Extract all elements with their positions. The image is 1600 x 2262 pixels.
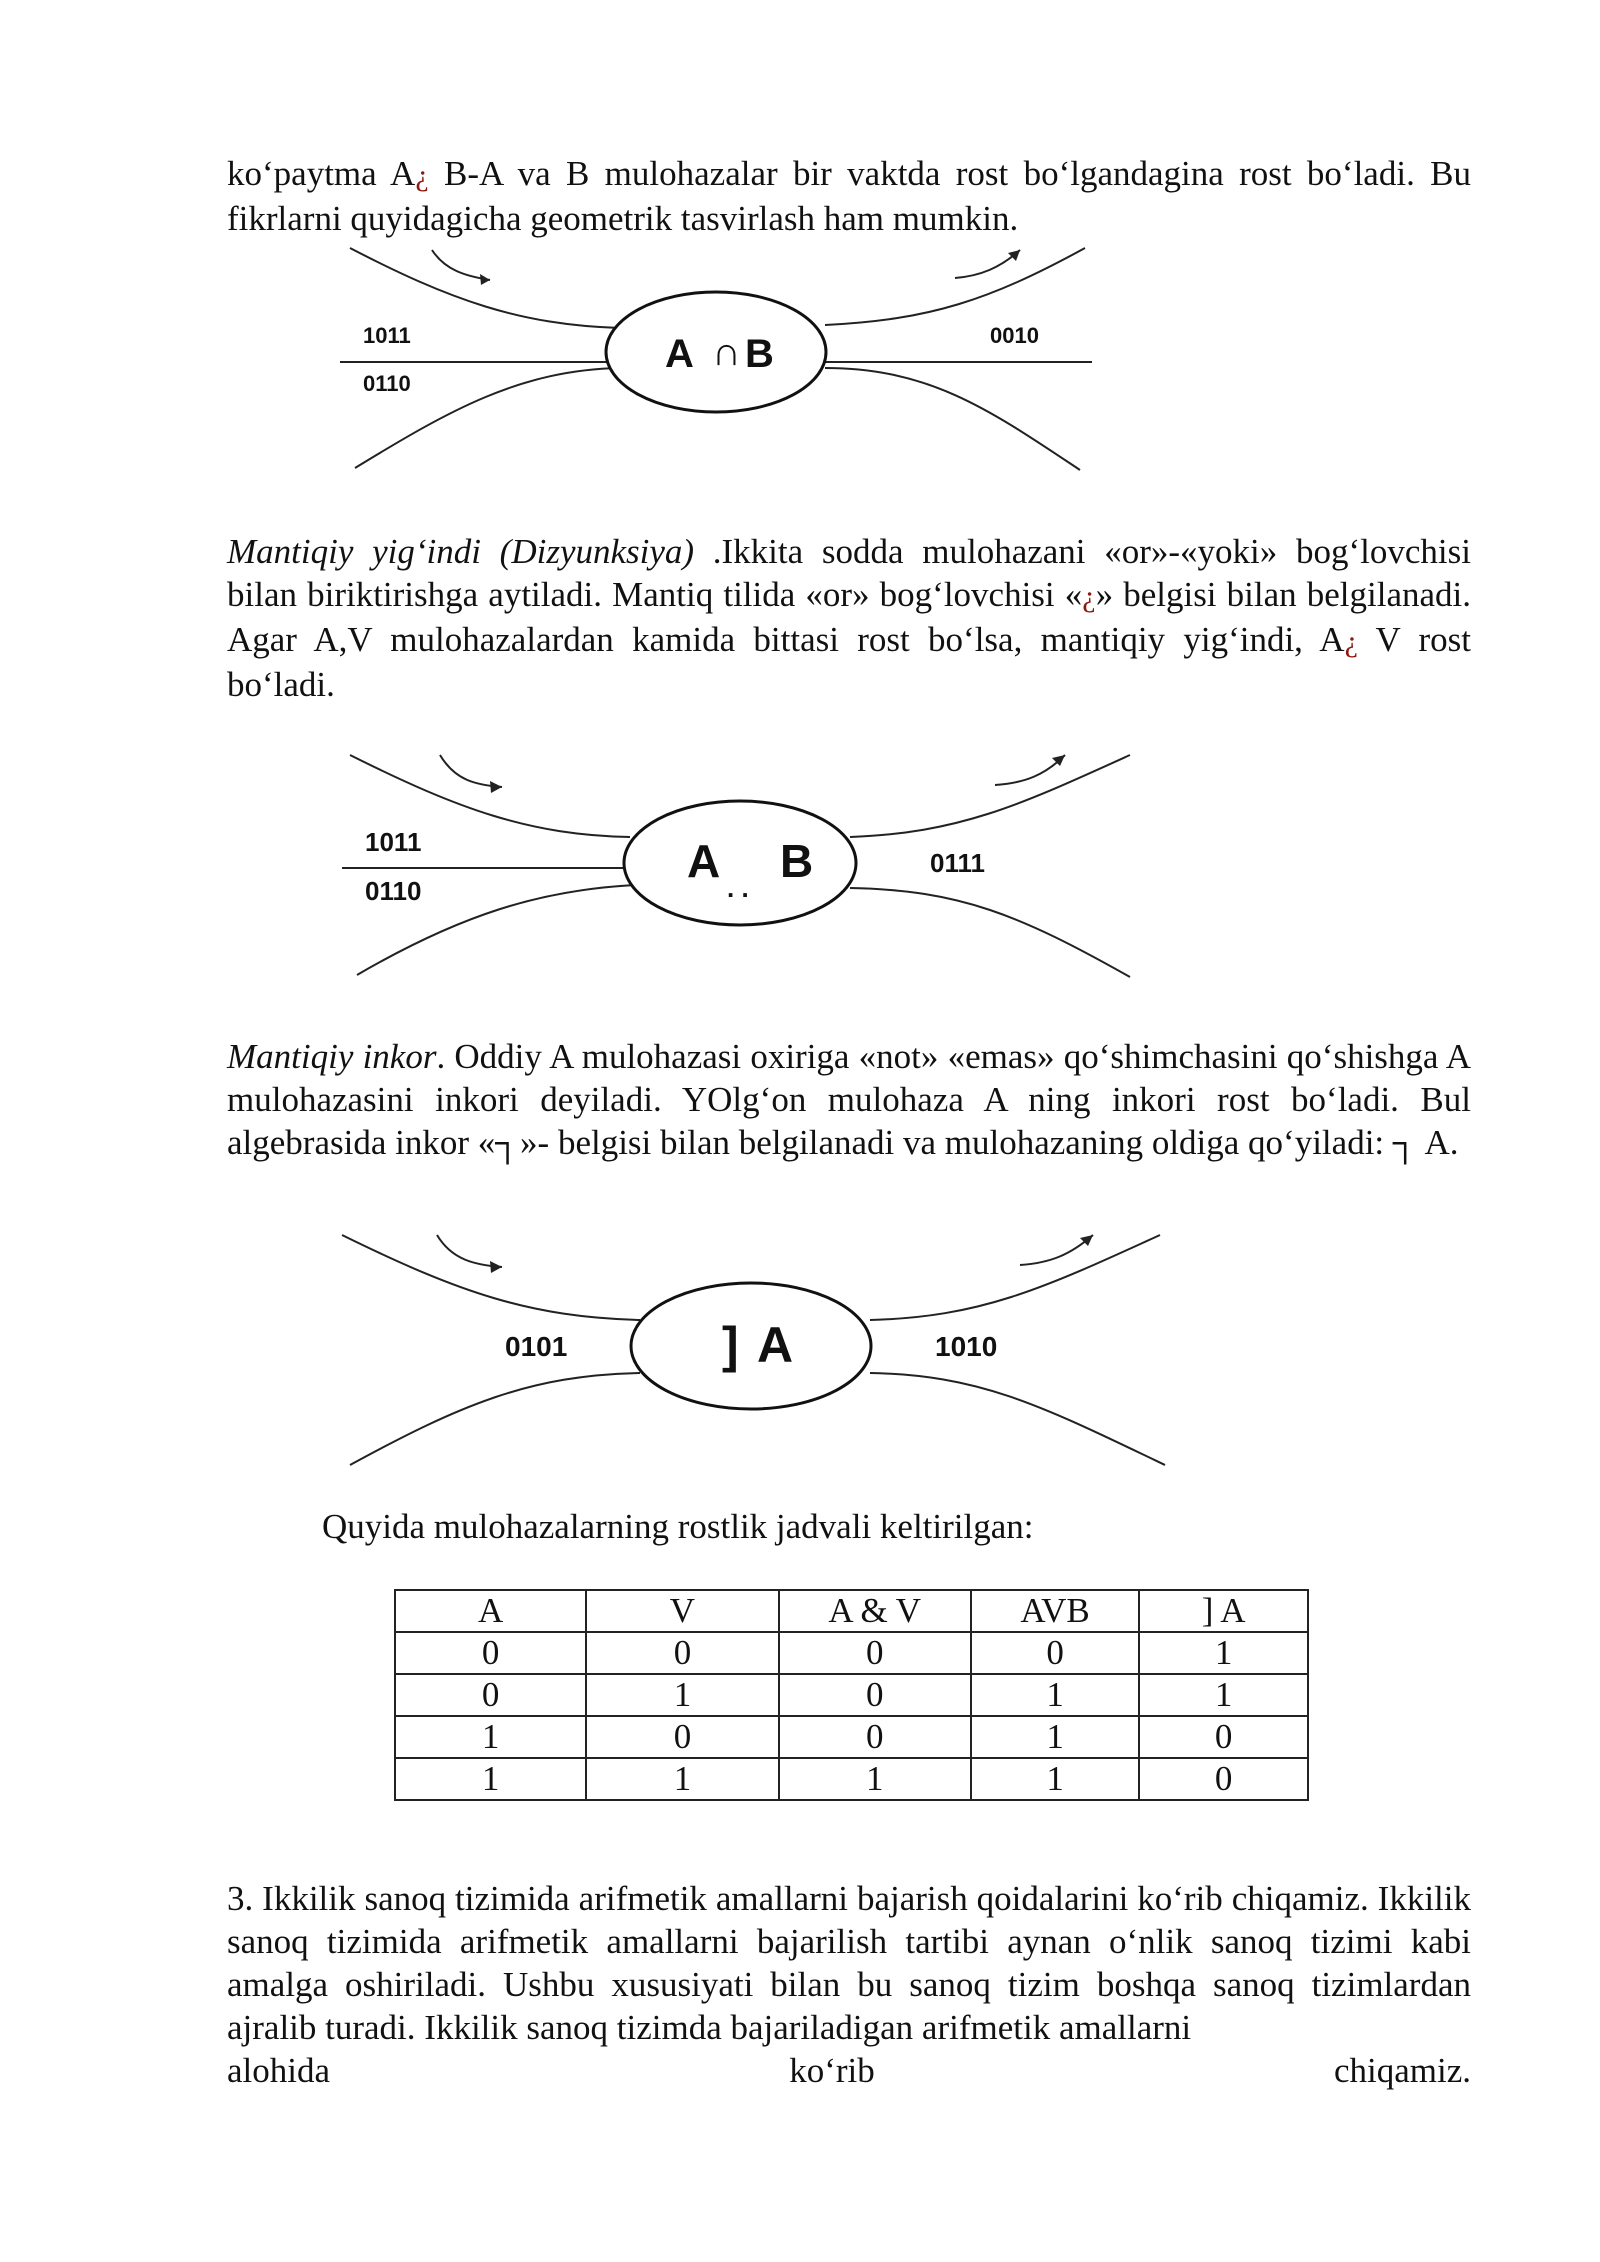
- output-curve-top: [850, 755, 1130, 837]
- paragraph-text: . Oddiy A mulohazasi oxiriga «not» «emas» qo‘shimchasini qo‘shishga A mulohazasini inkori deyiladi. YOlg‘on mulohaza A ning inkori rost bo‘ladi. Bul algebrasida inkor «┐»- belgisi bilan belgilanadi va mulohazaning oldiga qo‘yiladi: ┐ A.: [227, 1037, 1471, 1162]
- paragraph-binary-arithmetic: [227, 1877, 1471, 2092]
- negation-diagram: [0, 1225, 1600, 1475]
- table-cell: 0: [395, 1632, 586, 1674]
- table-cell: 1: [971, 1758, 1139, 1800]
- output-curve-bottom: [825, 368, 1080, 470]
- table-cell: 0: [779, 1716, 971, 1758]
- operand-b: B: [745, 332, 774, 376]
- table-cell: 0: [779, 1674, 971, 1716]
- table-header-row: [395, 1590, 1308, 1632]
- table-cell: 1: [395, 1716, 586, 1758]
- operand-a: A: [687, 835, 721, 887]
- operand-b: B: [780, 835, 814, 887]
- input-arrow: [440, 755, 502, 787]
- table-cell: 1: [1139, 1632, 1308, 1674]
- operation-ellipse: [631, 1283, 871, 1409]
- paragraph-text: B-A va B mulohazalar bir vaktda rost bo‘lgandagina rost bo‘ladi. Bu fikrlarni quyidagicha geometrik tasvirlash ham mumkin.: [227, 154, 1471, 238]
- or-dots-symbol: . .: [727, 873, 749, 903]
- table-row: [395, 1716, 1308, 1758]
- input-curve-top: [350, 248, 620, 328]
- header-cell: A & V: [779, 1590, 971, 1632]
- paragraph-text: 3. Ikkilik sanoq tizimida arifmetik amallarni bajarish qoidalarini ko‘rib chiqamiz. Ikkilik sanoq tizimida arifmetik amallarni bajarilish tartibi aynan o‘nlik sanoq tizimi kabi amalga oshiriladi. Ushbu xususiyati bilan bu sanoq tizim boshqa sanoq tizimlardan ajralib turadi. Ikkilik sanoq tizimda bajariladigan arifmetik amallarni: [227, 1879, 1471, 2047]
- table-cell: 0: [1139, 1758, 1308, 1800]
- caption-text: Quyida mulohazalarning rostlik jadvali keltirilgan:: [322, 1507, 1034, 1546]
- truth-table: [394, 1589, 1309, 1801]
- input-curve-top: [342, 1235, 640, 1320]
- output-curve-bottom: [870, 1373, 1165, 1465]
- input-value: 0101: [505, 1331, 568, 1362]
- intersection-symbol: ∩: [712, 330, 741, 374]
- paragraph-text: .Ikkita sodda mulohazani «or»-«yoki» bog‘lovchisi bilan biriktirishga aytiladi. Mantiq tilida «or» bog‘lovchisi «: [227, 532, 1471, 614]
- table-cell: 1: [586, 1758, 778, 1800]
- output-value: 1010: [935, 1331, 998, 1362]
- paragraph-text: V rost bo‘ladi.: [227, 620, 1471, 704]
- paragraph-negation: [227, 1035, 1471, 1164]
- paragraph-text: ko‘paytma A: [227, 154, 416, 193]
- table-cell: 0: [586, 1632, 778, 1674]
- operand-a: A: [665, 332, 694, 376]
- output-value: 0010: [990, 323, 1039, 348]
- table-cell: 0: [971, 1632, 1139, 1674]
- table-row: [395, 1632, 1308, 1674]
- output-value: 0111: [930, 848, 985, 878]
- header-cell: A: [395, 1590, 586, 1632]
- header-cell: V: [586, 1590, 778, 1632]
- operand-a: A: [757, 1317, 794, 1373]
- table-caption: [322, 1505, 1422, 1548]
- output-curve-bottom: [850, 888, 1130, 977]
- table-cell: 1: [779, 1758, 971, 1800]
- arrow-head: [490, 781, 502, 793]
- table-cell: 0: [779, 1632, 971, 1674]
- table-row: [395, 1674, 1308, 1716]
- paragraph-text: » belgisi bilan belgilanadi. Agar A,V mulohazalardan kamida bittasi rost bo‘lsa, mantiqiy yig‘indi, A: [227, 575, 1471, 659]
- broken-symbol: ¿: [415, 159, 429, 192]
- table-cell: 1: [971, 1716, 1139, 1758]
- output-curve-top: [825, 248, 1085, 325]
- arrow-head: [490, 1261, 502, 1273]
- header-cell: ] A: [1139, 1590, 1308, 1632]
- table-cell: 0: [395, 1674, 586, 1716]
- input-value-bottom: 0110: [365, 876, 422, 906]
- term-negation: Mantiqiy inkor: [227, 1037, 437, 1076]
- table-cell: 1: [586, 1674, 778, 1716]
- output-curve-top: [870, 1235, 1160, 1320]
- term-disjunction: Mantiqiy yig‘indi (Dizyunksiya): [227, 532, 695, 571]
- paragraph-disjunction: [227, 530, 1471, 706]
- input-value-bottom: 0110: [363, 371, 411, 396]
- negation-symbol: ]: [722, 1317, 739, 1373]
- operation-ellipse: [624, 801, 856, 925]
- header-cell: AVB: [971, 1590, 1139, 1632]
- table-cell: 1: [395, 1758, 586, 1800]
- paragraph-conjunction: [227, 152, 1471, 240]
- input-curve-bottom: [350, 1373, 640, 1465]
- input-curve-top: [350, 755, 630, 837]
- table-cell: 0: [586, 1716, 778, 1758]
- input-value-top: 1011: [363, 323, 411, 348]
- table-row: [395, 1758, 1308, 1800]
- conjunction-diagram: [0, 240, 1600, 480]
- table-cell: 1: [971, 1674, 1139, 1716]
- paragraph-last-line: alohida ko‘rib chiqamiz.: [227, 2051, 1471, 2090]
- disjunction-diagram: [0, 745, 1600, 985]
- input-value-top: 1011: [365, 827, 422, 857]
- broken-symbol: ¿: [1344, 625, 1358, 658]
- table-cell: 0: [1139, 1716, 1308, 1758]
- broken-symbol: ¿: [1082, 580, 1096, 613]
- table-cell: 1: [1139, 1674, 1308, 1716]
- arrow-head: [480, 274, 490, 285]
